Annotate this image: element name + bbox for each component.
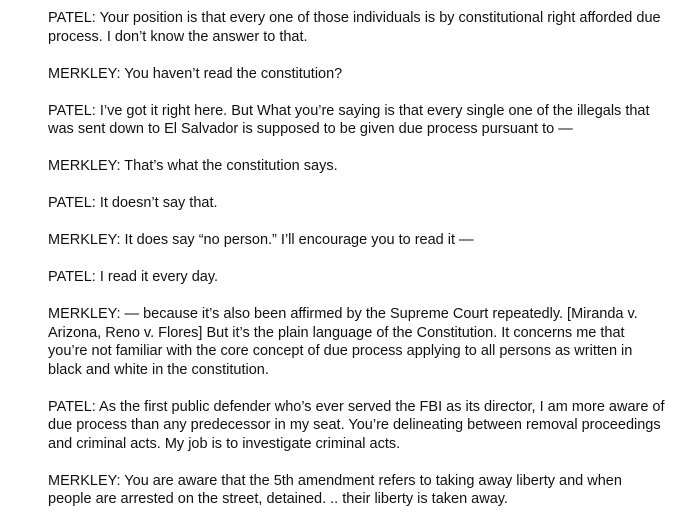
transcript-paragraph-patel-2: PATEL: I’ve got it right here. But What you’re saying is that every single one of the illegals that was sent down to El Salvador is supposed to be given due process pursuant to — bbox=[48, 102, 650, 137]
transcript-paragraph-merkley-4: MERKLEY: — because it’s also been affirmed by the Supreme Court repeatedly. [Miranda v. Arizona, Reno v. Flores] But it’s the plain language of the Constitution. It concerns me that you’re not familiar with the core concept of due process applying to all persons as written in black and white in the constitution. bbox=[48, 306, 638, 378]
transcript-paragraph-merkley-2: MERKLEY: That’s what the constitution says. bbox=[48, 158, 338, 174]
transcript-paragraph-patel-3: PATEL: It doesn’t say that. bbox=[48, 195, 218, 211]
transcript-paragraph-merkley-1: MERKLEY: You haven’t read the constitution? bbox=[48, 65, 343, 82]
transcript-paragraph-merkley-5: MERKLEY: You are aware that the 5th amendment refers to taking away liberty and when people are arrested on the street, detained. .. their liberty is taken away. bbox=[48, 472, 622, 507]
transcript-paragraph-merkley-3: MERKLEY: It does say “no person.” I’ll encourage you to read it — bbox=[48, 232, 474, 248]
transcript-paragraph-patel-4: PATEL: I read it every day. bbox=[48, 269, 219, 285]
transcript-paragraph-patel-1: PATEL: Your position is that every one of those individuals is by constitutional right afforded due process. I don’t know the answer to that. bbox=[48, 10, 661, 45]
transcript-paragraph-patel-5: PATEL: As the first public defender who’s ever served the FBI as its director, I am more aware of due process than any predecessor in my seat. You’re delineating between removal proceedings and criminal acts. My job is to investigate criminal acts. bbox=[48, 398, 665, 452]
transcript bbox=[48, 9, 668, 527]
